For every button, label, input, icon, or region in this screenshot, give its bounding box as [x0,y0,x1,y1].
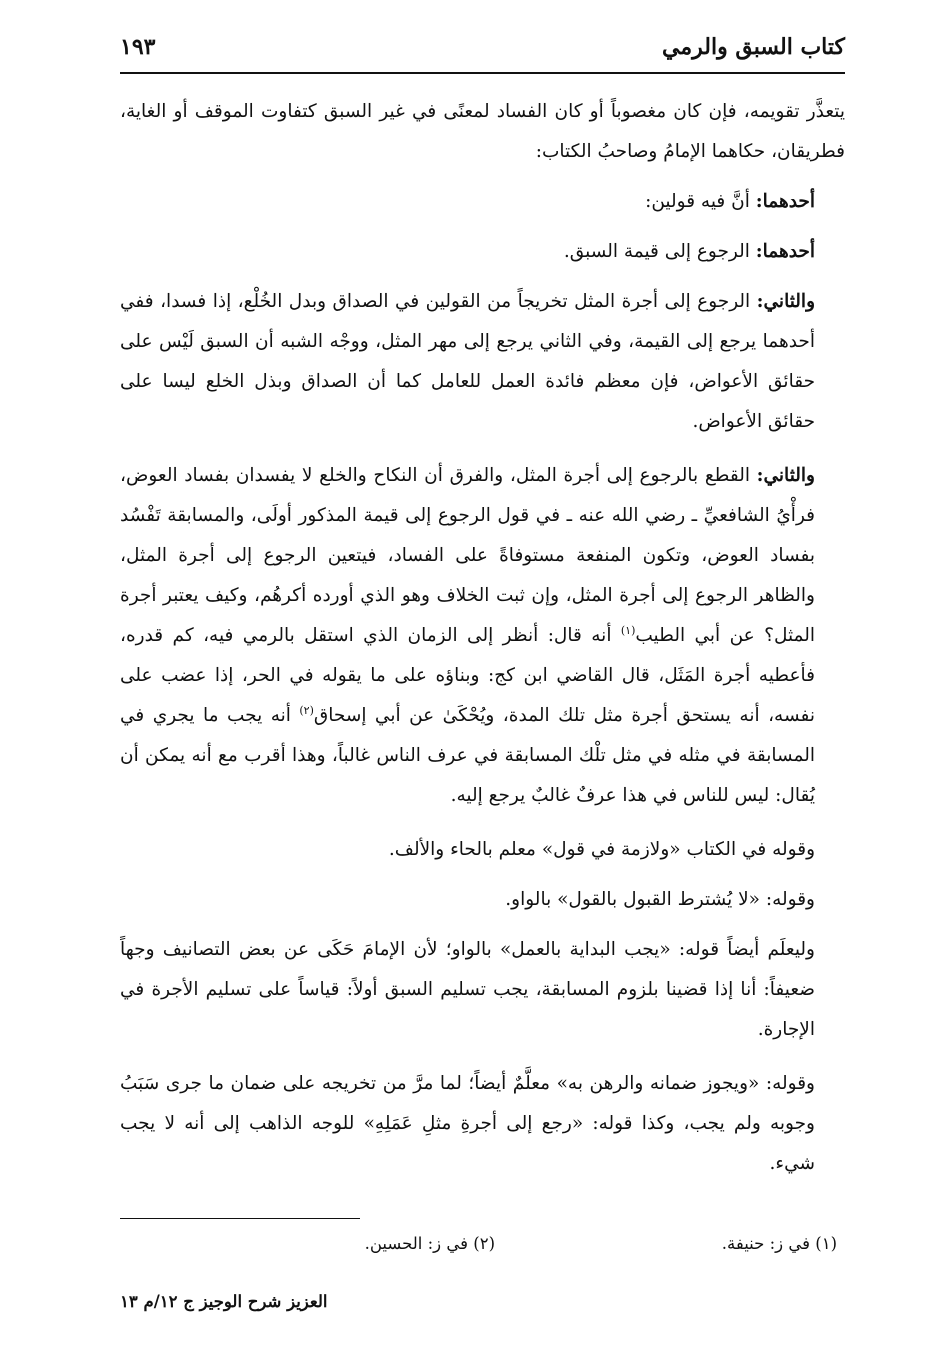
paragraph-3 [120,232,845,272]
paragraph-text: الرجوع إلى قيمة السبق. [563,241,750,262]
paragraph-6: وقوله في الكتاب «ولازمة في قول» معلم بالحاء والألف. [388,839,815,860]
paragraph-1: يتعذَّر تقويمه، فإن كان مغصوباً أو كان الفساد لمعنًى في غير السبق كتفاوت الموقف أو الغاية، فطريقان، حكاهما الإمامُ وصاحبُ الكتاب: [120,101,845,162]
paragraph-5 [120,456,845,816]
paragraph-label: والثاني: [756,465,815,486]
main-text [120,92,845,1184]
footnote-ref-1[interactable]: (١) [620,623,636,637]
paragraph-text: الرجوع إلى أجرة المثل تخريجاً من القولين في الصداق وبدل الخُلْع، إذا فسدا، ففي أحدهما يرجع إلى القيمة، وفي الثاني يرجع إلى مهر المثل، ووجْه الشبه أن السبق لَيْس على حقائق الأعواض، فإن معظم فائدة العمل للعامل كما أن الصداق وبذل الخلع ليسا على حقائق الأعواض. [120,291,815,432]
paragraph-text: القطع بالرجوع إلى أجرة المثل، والفرق أن النكاح والخلع لا يفسدان بفساد العوض، فرأْيُ الشافعيِّ ـ رضي الله عنه ـ في قول الرجوع إلى قيمة المذكور أولَى، والمسابقة تَفْسُد بفساد العوض، وتكون المنفعة مستوفاةً على الفساد، فيتعين الرجوع إلى أجرة المثل، والظاهر الرجوع إلى أجرة المثل، وإن ثبت الخلاف وهو الذي أورده أكرهُم، وكيف يعتبر أجرة المثل؟ عن أبي الطيب [120,465,816,646]
paragraph-label: أحدهما: [755,241,815,262]
running-title: كتاب السبق والرمي [662,34,845,60]
paragraph-text: أنه قال: أنظر إلى الزمان الذي استقل بالرمي فيه، كم قدره، فأعطيه أجرة المَثَل، قال القاضي ابن كج: وبناؤه على ما يقوله في الحر، إذا عضب على نفسه، أنه يستحق أجرة مثل تلك المدة، ويُحْكَىٰ عن أبي إسحاق [120,625,815,726]
header-rule [120,72,845,74]
page-header [120,34,845,68]
paragraph-2 [120,182,845,222]
paragraph-7: وقوله: «لا يُشترط القبول بالقول» بالواو. [505,889,815,910]
paragraph-text: أنَّ فيه قولين: [645,191,750,212]
paragraph-8: وليعلَم أيضاً قوله: «يجب البداية بالعمل» بالواو؛ لأن الإمامَ حَكَى عن بعض التصانيف وجهاً ضعيفاً: أنا إذا قضينا بلزوم المسابقة، يجب تسليم السبق أولاً: قياساً على تسليم الأجرة في الإجارة. [120,939,815,1040]
paragraph-4 [120,282,845,442]
footnotes [120,1234,845,1262]
paragraph-label: أحدهما: [755,191,815,212]
footnote-rule [120,1218,360,1219]
page-number: ١٩٣ [120,34,156,60]
footnote-2: (٢) في ز: الحسين. [364,1234,495,1253]
paragraph-9: وقوله: «ويجوز ضمانه والرهن به» معلَّمٌ أيضاً؛ لما مرَّ من تخريجه على ضمان ما جرى سَبَبُ وجوبه ولم يجب، وكذا قوله: «رجع إلى أجرةِ مثلِ عَمَلِهِ» للوجه الذاهب إلى أنه لا يجب شيء. [120,1073,815,1174]
footnote-ref-2[interactable]: (٢) [299,703,314,717]
paragraph-text: أنه يجب ما يجري في المسابقة في مثله في مثل تلْك المسابقة في عرف الناس غالباً، وهذا أقرب مع أنه يمكن أن يُقال: ليس للناس في هذا عرفٌ غالبٌ يرجع إليه. [120,705,815,806]
paragraph-label: والثاني: [756,291,815,312]
footnote-1: (١) في ز: حنيفة. [721,1234,837,1253]
signature-line: العزيز شرح الوجيز ج ١٢/م ١٣ [120,1292,328,1311]
